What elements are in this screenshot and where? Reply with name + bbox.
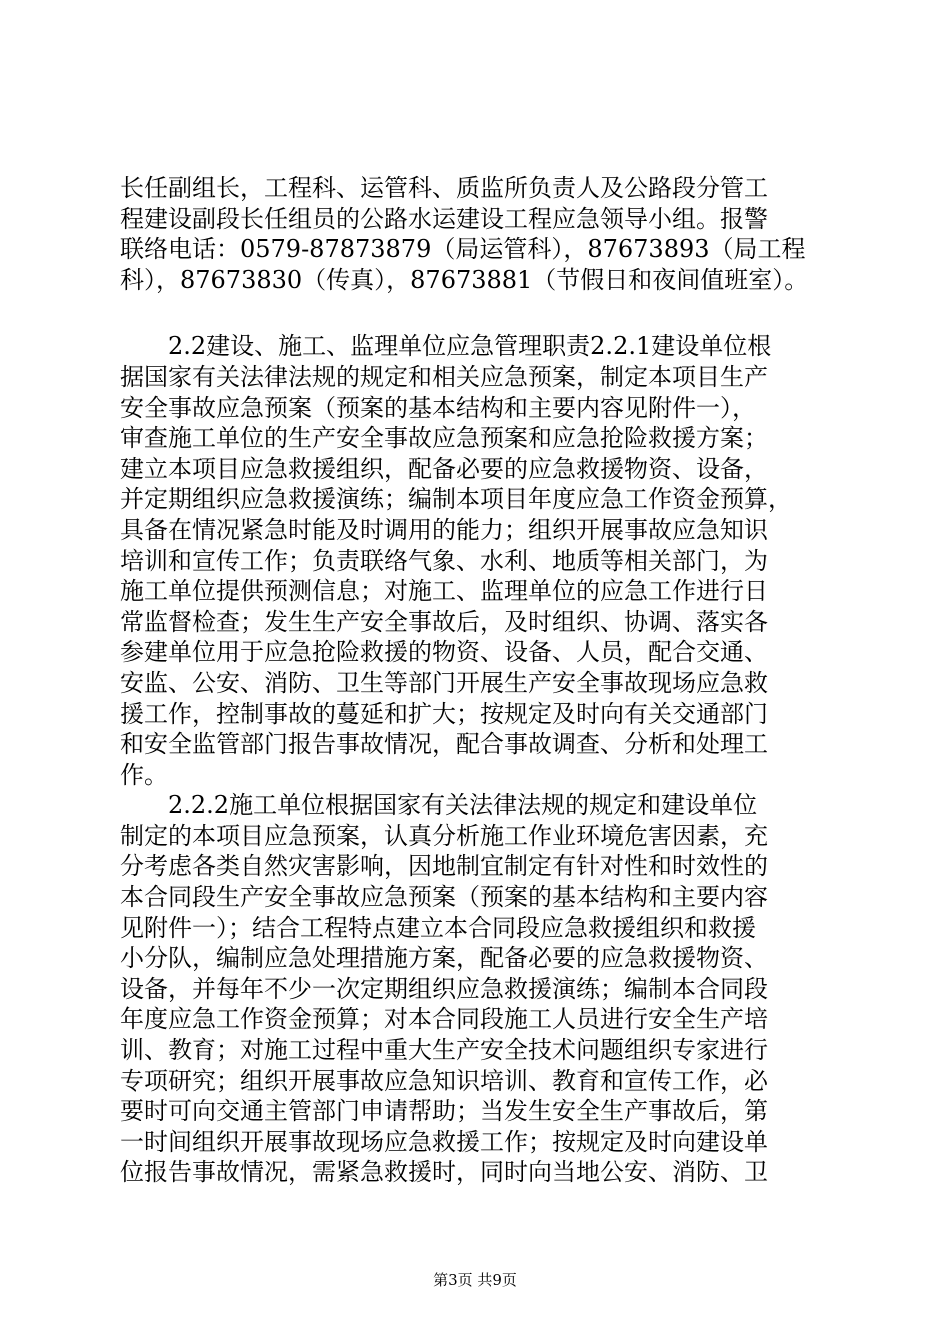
- text-line: 安监、公安、消防、卫生等部门开展生产安全事故现场应急救: [120, 668, 768, 697]
- text-line: 并定期组织应急救援演练；编制本项目年度应急工作资金预算，: [120, 485, 792, 514]
- text-line: 参建单位用于应急抢险救援的物资、设备、人员，配合交通、: [120, 638, 768, 667]
- page-footer: [0, 1270, 950, 1290]
- paragraph-contractor-unit: [120, 790, 832, 1188]
- paragraph-contact: [120, 173, 832, 295]
- text-line: 据国家有关法律法规的规定和相关应急预案，制定本项目生产: [120, 362, 768, 391]
- paragraph-spacer: [120, 295, 832, 331]
- document-body: [120, 173, 832, 1188]
- text-line: 要时可向交通主管部门申请帮助；当发生安全生产事故后，第: [120, 1097, 768, 1126]
- text-line: 见附件一）；结合工程特点建立本合同段应急救援组织和救援: [120, 913, 756, 942]
- text-line: 长任副组长，工程科、运管科、质监所负责人及公路段分管工: [120, 174, 768, 202]
- text-line: 安全事故应急预案（预案的基本结构和主要内容见附件一），: [120, 393, 756, 422]
- text-line: 常监督检查；发生生产安全事故后，及时组织、协调、落实各: [120, 607, 768, 636]
- text-line: 科），87673830（传真），87673881（节假日和夜间值班室）。: [120, 265, 809, 294]
- text-line: 制定的本项目应急预案，认真分析施工作业环境危害因素，充: [120, 821, 768, 850]
- text-line: 专项研究；组织开展事故应急知识培训、教育和宣传工作，必: [120, 1066, 768, 1095]
- text-line: 审查施工单位的生产安全事故应急预案和应急抢险救援方案；: [120, 424, 768, 453]
- text-line: 和安全监管部门报告事故情况，配合事故调查、分析和处理工: [120, 730, 768, 759]
- text-line: 一时间组织开展事故现场应急救援工作；按规定及时向建设单: [120, 1127, 768, 1156]
- text-line: 培训和宣传工作；负责联络气象、水利、地质等相关部门，为: [120, 546, 768, 575]
- text-line: 2.2建设、施工、监理单位应急管理职责2.2.1建设单位根: [120, 332, 772, 361]
- text-line: 2.2.2施工单位根据国家有关法律法规的规定和建设单位: [120, 791, 758, 820]
- text-line: 联络电话：0579-87873879（局运管科），87673893（局工程: [120, 235, 806, 264]
- text-line: 训、教育；对施工过程中重大生产安全技术问题组织专家进行: [120, 1036, 768, 1065]
- paragraph-construction-unit: [120, 331, 832, 790]
- text-line: 位报告事故情况，需紧急救援时，同时向当地公安、消防、卫: [120, 1158, 768, 1187]
- text-line: 分考虑各类自然灾害影响，因地制宜制定有针对性和时效性的: [120, 852, 768, 881]
- text-line: 年度应急工作资金预算；对本合同段施工人员进行安全生产培: [120, 1005, 768, 1034]
- text-line: 作。: [120, 760, 168, 789]
- text-line: 施工单位提供预测信息；对施工、监理单位的应急工作进行日: [120, 577, 768, 606]
- text-line: 援工作，控制事故的蔓延和扩大；按规定及时向有关交通部门: [120, 699, 768, 728]
- page-number: 第3页 共9页: [433, 1271, 517, 1289]
- text-line: 本合同段生产安全事故应急预案（预案的基本结构和主要内容: [120, 883, 768, 912]
- text-line: 具备在情况紧急时能及时调用的能力；组织开展事故应急知识: [120, 515, 768, 544]
- text-line: 小分队，编制应急处理措施方案，配备必要的应急救援物资、: [120, 944, 768, 973]
- text-line: 程建设副段长任组员的公路水运建设工程应急领导小组。报警: [120, 204, 768, 233]
- text-line: 建立本项目应急救援组织，配备必要的应急救援物资、设备，: [120, 454, 768, 483]
- text-line: 设备，并每年不少一次定期组织应急救援演练；编制本合同段: [120, 974, 768, 1003]
